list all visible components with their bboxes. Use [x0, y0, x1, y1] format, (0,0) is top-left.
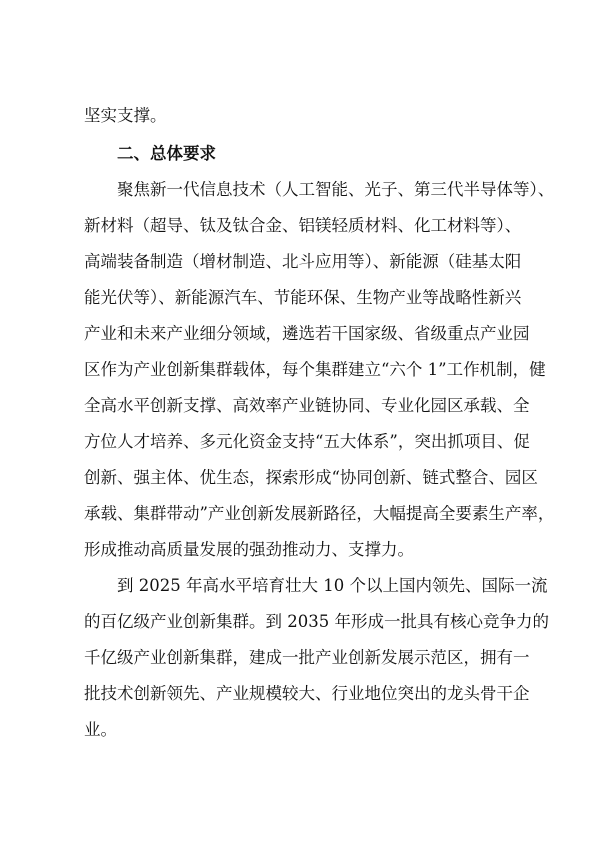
text-line: 形成推动高质量发展的强劲推动力、支撑力。 — [84, 540, 414, 559]
text-line: 产业和未来产业细分领域，遴选若干国家级、省级重点产业园 — [84, 324, 530, 343]
section-heading: 二、总体要求 — [117, 144, 216, 163]
text-line: 的百亿级产业创新集群。到 2035 年形成一批具有核心竞争力的 — [84, 612, 549, 631]
text-line: 批技术创新领先、产业规模较大、行业地位突出的龙头骨干企 — [84, 684, 530, 703]
text-line: 全高水平创新支撑、高效率产业链协同、专业化园区承载、全 — [84, 396, 530, 415]
text-line: 新材料（超导、钛及钛合金、铝镁轻质材料、化工材料等）、 — [84, 216, 522, 235]
text-line: 创新、强主体、优生态，探索形成“协同创新、链式整合、园区 — [84, 468, 538, 487]
text-line: 方位人才培养、多元化资金支持“五大体系”，突出抓项目、促 — [84, 432, 530, 451]
text-line: 到 2025 年高水平培育壮大 10 个以上国内领先、国际一流 — [117, 576, 548, 595]
text-line: 千亿级产业创新集群，建成一批产业创新发展示范区，拥有一 — [84, 648, 530, 667]
text-line: 业。 — [84, 720, 117, 739]
text-line: 承载、集群带动”产业创新发展新路径，大幅提高全要素生产率， — [84, 504, 555, 523]
text-line: 能光伏等）、新能源汽车、节能环保、生物产业等战略性新兴 — [84, 288, 522, 307]
text-line: 高端装备制造（增材制造、北斗应用等）、新能源（硅基太阳 — [84, 252, 522, 271]
text-line: 区作为产业创新集群载体，每个集群建立“六个 1”工作机制，健 — [84, 360, 546, 379]
text-line: 聚焦新一代信息技术（人工智能、光子、第三代半导体等）、 — [117, 180, 555, 199]
text-line: 坚实支撑。 — [84, 106, 167, 125]
